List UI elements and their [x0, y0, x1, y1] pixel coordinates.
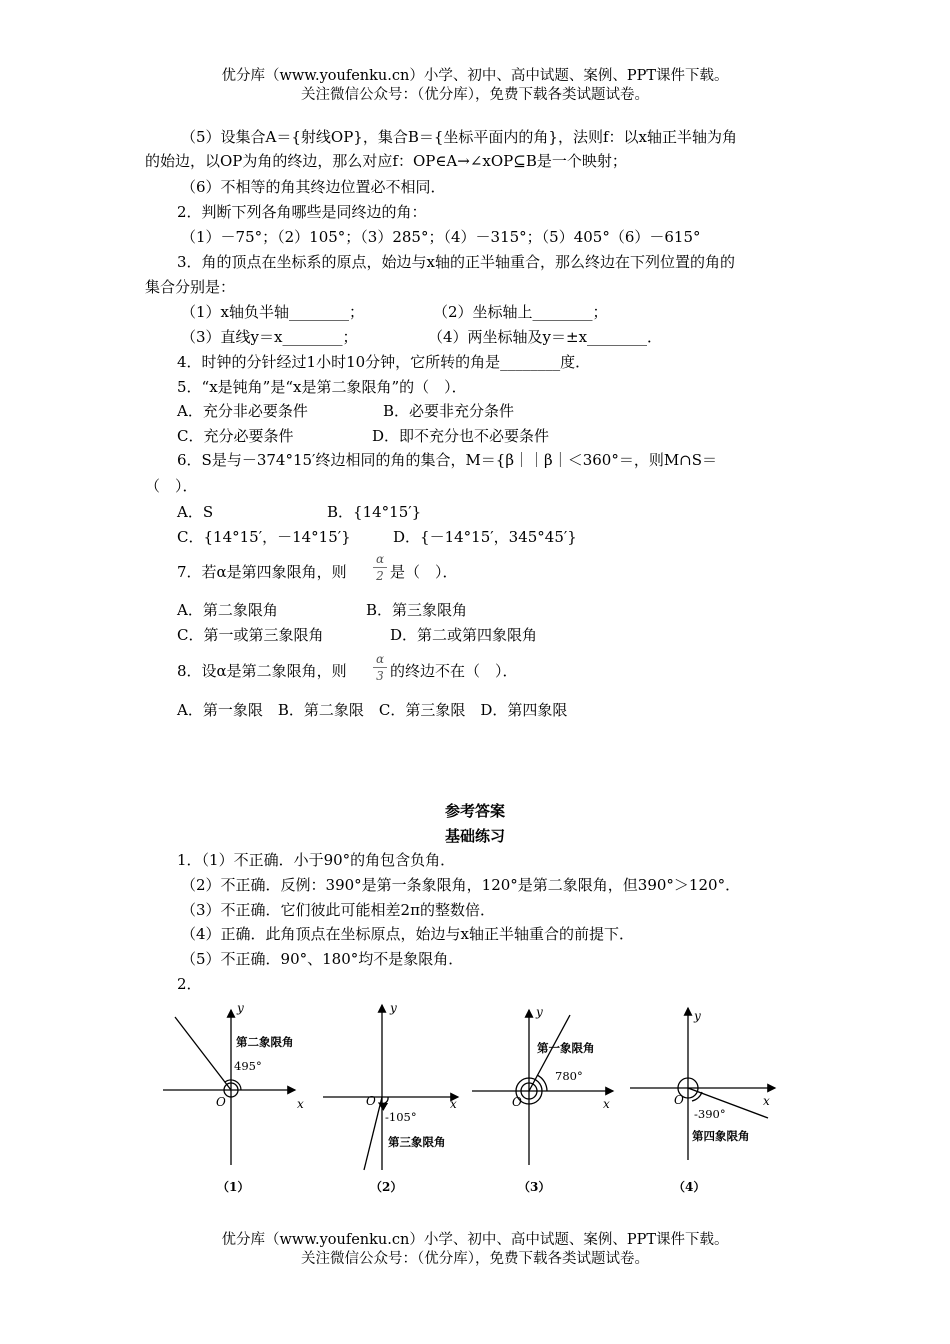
q8-fraction-numerator: α	[375, 652, 385, 666]
figure-1-y-label: y	[237, 1001, 244, 1015]
figure-4-x-label: x	[763, 1094, 770, 1108]
figure-2-angle-label: -105°	[385, 1110, 417, 1124]
q6-stem-line2: （ ）．	[145, 477, 198, 495]
q8-fraction-denominator: 3	[376, 669, 384, 683]
q1-part5-line2: 的始边，以OP为角的终边，那么对应f：OP∈A→∠xOP⊆B是一个映射；	[145, 152, 627, 170]
q6-option-b: B．{14°15′}	[327, 503, 422, 521]
figure-3-quadrant-label: 第一象限角	[537, 1041, 595, 1055]
figure-3-y-label: y	[536, 1005, 543, 1019]
q3-stem-line1: 3．角的顶点在坐标系的原点，始边与x轴的正半轴重合，那么终边在下列位置的角的	[177, 253, 736, 271]
q3-part2: （2）坐标轴上________；	[433, 303, 608, 321]
figure-2-origin: O	[366, 1094, 376, 1108]
answer-1-3: （3）不正确．它们彼此可能相差2π的整数倍．	[181, 901, 495, 919]
footer-line-1: 优分库（www.youfenku.cn）小学、初中、高中试题、案例、PPT课件下载。	[221, 1232, 729, 1248]
figure-1-terminal-side	[175, 1017, 231, 1090]
figure-2-quadrant-label: 第三象限角	[388, 1135, 446, 1149]
figure-4-y-label: y	[694, 1009, 701, 1023]
q7-stem-post: 是（ ）．	[390, 563, 458, 581]
answer-1-1: 1．（1）不正确．小于90°的角包含负角．	[177, 851, 456, 869]
q2-stem: 2．判断下列各角哪些是同终边的角：	[177, 203, 427, 221]
q7-option-b: B．第三象限角	[366, 601, 468, 619]
answer-2-label: 2．	[177, 975, 202, 993]
answers-subtitle: 基础练习	[444, 827, 505, 845]
figure-2-x-label: x	[450, 1097, 457, 1111]
q7-option-a: A．第二象限角	[177, 601, 278, 619]
q6-option-a: A．S	[177, 503, 214, 521]
q7-fraction-numerator: α	[375, 552, 385, 566]
q5-option-d: D．即不充分也不必要条件	[372, 427, 550, 445]
footer-line-2: 关注微信公众号：（优分库），免费下载各类试题试卷。	[301, 1251, 649, 1267]
q3-part3: （3）直线y＝x________；	[181, 328, 358, 346]
q3-stem-line2: 集合分别是：	[145, 278, 236, 296]
q5-option-c: C．充分必要条件	[177, 427, 294, 445]
figure-2-caption: （2）	[370, 1180, 403, 1194]
answer-1-2: （2）不正确．反例：390°是第一条象限角，120°是第二象限角，但390°＞120°．	[181, 876, 741, 894]
q1-part5-line1: （5）设集合A＝{射线OP}，集合B＝{坐标平面内的角}，法则f：以x轴正半轴为角	[181, 128, 737, 146]
header-line-1: 优分库（www.youfenku.cn）小学、初中、高中试题、案例、PPT课件下载。	[221, 68, 729, 84]
q6-stem-line1: 6．S是与－374°15′终边相同的角的集合，M＝{β｜｜β｜＜360°＝，则M∩S＝	[177, 451, 718, 469]
q2-items: （1）－75°；（2）105°；（3）285°；（4）－315°；（5）405°（6）－615°	[181, 228, 701, 246]
figure-3-x-label: x	[603, 1097, 610, 1111]
q8-stem-pre: 8．设α是第二象限角，则	[177, 662, 347, 680]
answer-1-4: （4）正确．此角顶点在坐标原点，始边与x轴正半轴重合的前提下．	[181, 925, 635, 943]
q7-fraction-denominator: 2	[376, 569, 384, 583]
q8-fraction	[373, 653, 387, 682]
q1-part6: （6）不相等的角其终边位置必不相同．	[181, 178, 446, 196]
q8-stem-post: 的终边不在（ ）．	[390, 662, 518, 680]
figure-1-angle-label: 495°	[234, 1059, 262, 1073]
figure-1-quadrant-label: 第二象限角	[236, 1035, 294, 1049]
header-line-2: 关注微信公众号：（优分库），免费下载各类试题试卷。	[301, 87, 649, 103]
answers-title: 参考答案	[444, 802, 505, 820]
q7-option-c: C．第一或第三象限角	[177, 626, 324, 644]
q3-part4: （4）两坐标轴及y＝±x________．	[428, 328, 663, 346]
figure-1-origin: O	[216, 1095, 226, 1109]
figure-4-quadrant-label: 第四象限角	[692, 1129, 750, 1143]
angle-figures	[0, 995, 950, 1205]
q5-stem: 5．“x是钝角”是“x是第二象限角”的（ ）．	[177, 378, 467, 396]
figure-3-caption: （3）	[518, 1180, 551, 1194]
figure-3-axes	[472, 1010, 613, 1165]
figure-1-rotation-arc	[224, 1080, 241, 1097]
figure-4-caption: （4）	[673, 1180, 706, 1194]
figure-1-caption: （1）	[217, 1180, 250, 1194]
figure-4-angle-label: -390°	[694, 1107, 726, 1121]
q7-fraction	[373, 553, 387, 582]
figure-4-origin: O	[674, 1093, 684, 1107]
q3-part1: （1）x轴负半轴________；	[181, 303, 365, 321]
figure-1-x-label: x	[297, 1097, 304, 1111]
q6-option-d: D．{－14°15′，345°45′}	[393, 528, 577, 546]
figure-3-angle-label: 780°	[555, 1069, 583, 1083]
figure-2-y-label: y	[390, 1001, 397, 1015]
q8-options: A．第一象限 B．第二象限 C．第三象限 D．第四象限	[177, 701, 568, 719]
q7-option-d: D．第二或第四象限角	[390, 626, 538, 644]
answer-1-5: （5）不正确．90°、180°均不是象限角．	[181, 950, 464, 968]
figure-3-origin: O	[512, 1095, 522, 1109]
q4-stem: 4．时钟的分针经过1小时10分钟，它所转的角是________度．	[177, 353, 591, 371]
q7-stem-pre: 7．若α是第四象限角，则	[177, 563, 347, 581]
q5-option-a: A．充分非必要条件	[177, 402, 308, 420]
q6-option-c: C．{14°15′，－14°15′}	[177, 528, 351, 546]
q5-option-b: B．必要非充分条件	[383, 402, 515, 420]
